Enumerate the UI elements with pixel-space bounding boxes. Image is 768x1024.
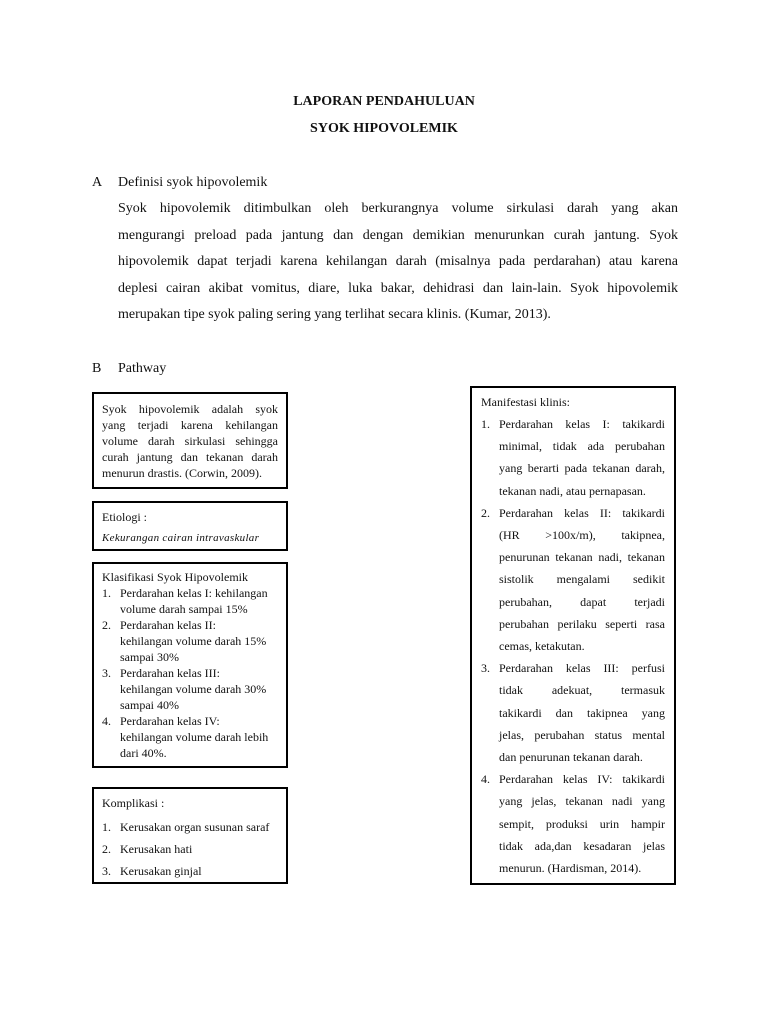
list-line: sistolik mengalami sedikit (499, 572, 665, 587)
list-number: 3. (102, 666, 111, 680)
klasifikasi-box (92, 562, 288, 768)
list-number: 1. (102, 586, 111, 600)
definition-box (92, 392, 288, 489)
list-item (102, 816, 278, 838)
definition-line: Syok hipovolemik adalah syok (102, 402, 278, 416)
definition-line: curah jantung dan tekanan darah (102, 450, 278, 464)
list-number: 2. (102, 842, 111, 856)
list-line: Perdarahan kelas IV: takikardi (499, 772, 665, 787)
manifestasi-list (481, 413, 665, 879)
list-line: perubahan perilaku seperti rasa (499, 616, 665, 631)
komplikasi-heading: Komplikasi : (102, 796, 165, 810)
list-text: Kerusakan ginjal (120, 864, 202, 878)
list-item (102, 585, 278, 617)
list-item (102, 713, 278, 761)
list-line: kehilangan volume darah 15% (120, 634, 267, 648)
section-a-letter: A (92, 175, 103, 190)
list-line: sampai 40% (120, 698, 179, 712)
list-item (102, 838, 278, 860)
list-item (481, 768, 665, 879)
list-line: kehilangan volume darah 30% (120, 682, 267, 696)
paragraph-line: mengurangi preload pada jantung dan dengan demikian menurunkan curah jantung. Syok (118, 227, 678, 243)
section-b-heading: Pathway (118, 361, 167, 376)
paragraph-line: deplesi cairan akibat vomitus, diare, luka bakar, dehidrasi dan lain-lain. Syok hipovolemik (118, 280, 678, 296)
section-b-letter: B (92, 361, 102, 376)
list-line: Perdarahan kelas I: takikardi (499, 417, 665, 431)
list-line: tidak ada,dan kesadaran jelas (499, 838, 665, 853)
list-line: takikardi dan takipnea yang (499, 705, 665, 720)
komplikasi-list (102, 816, 278, 882)
list-line: Perdarahan kelas II: (120, 618, 216, 632)
list-line: menurun. (Hardisman, 2014). (499, 861, 642, 876)
list-line: cemas, ketakutan. (499, 639, 585, 654)
list-number: 1. (102, 820, 111, 834)
list-number: 4. (102, 714, 111, 728)
paragraph-line: merupakan tipe syok paling sering yang terlihat secara klinis. (Kumar, 2013). (118, 307, 551, 322)
list-line: perubahan, dapat terjadi (499, 594, 665, 609)
list-item (481, 657, 665, 768)
list-number: 3. (481, 661, 490, 676)
list-line: volume darah sampai 15% (120, 602, 248, 616)
list-line: Perdarahan kelas IV: (120, 714, 220, 728)
list-line: tekanan nadi, atau pernapasan. (499, 483, 646, 498)
manifestasi-box (470, 386, 676, 885)
list-text: Kerusakan organ susunan saraf (120, 820, 270, 834)
paragraph-line: Syok hipovolemik ditimbulkan oleh berkurangnya volume sirkulasi darah yang akan (118, 201, 678, 216)
list-line: sempit, produksi urin hampir (499, 816, 665, 831)
etiologi-box (92, 501, 288, 551)
komplikasi-box (92, 787, 288, 884)
list-line: sampai 30% (120, 650, 179, 664)
list-item (102, 665, 278, 713)
list-line: Perdarahan kelas III: perfusi (499, 661, 665, 676)
list-line: yang jelas, tekanan nadi yang (499, 794, 665, 809)
klasifikasi-heading: Klasifikasi Syok Hipovolemik (102, 570, 248, 584)
section-a-heading: Definisi syok hipovolemik (118, 175, 268, 190)
list-number: 4. (481, 772, 490, 787)
list-line: penurunan tekanan nadi, tekanan (499, 550, 665, 565)
list-item (481, 413, 665, 502)
list-line: dari 40%. (120, 746, 167, 760)
list-line: dan penurunan tekanan darah. (499, 750, 643, 765)
list-line: yang berarti pada tekanan darah, (499, 461, 665, 476)
section-a-paragraph (118, 196, 678, 329)
list-line: Perdarahan kelas I: kehilangan (120, 586, 268, 600)
list-number: 2. (481, 505, 490, 520)
list-line: tidak adekuat, termasuk (499, 683, 665, 698)
list-line: Perdarahan kelas II: takikardi (499, 505, 665, 520)
list-item (481, 502, 665, 657)
list-number: 3. (102, 864, 111, 878)
paragraph-line: hipovolemik dapat terjadi karena kehilangan darah (misalnya pada perdarahan) atau karena (118, 254, 678, 269)
list-text: Kerusakan hati (120, 842, 193, 856)
list-line: minimal, tidak ada perubahan (499, 439, 665, 454)
list-item (102, 617, 278, 665)
list-line: kehilangan volume darah lebih (120, 730, 269, 744)
list-line: (HR >100x/m), takipnea, (499, 528, 665, 543)
klasifikasi-list (102, 585, 278, 761)
document-subtitle: SYOK HIPOVOLEMIK (310, 121, 458, 136)
definition-line: volume darah sirkulasi sehingga (102, 434, 278, 448)
list-line: jelas, perubahan status mental (499, 727, 665, 742)
definition-line: menurun drastis. (Corwin, 2009). (102, 466, 262, 480)
definition-line: yang terjadi karena kehilangan (102, 418, 278, 432)
etiologi-value: Kekurangan cairan intravaskular (102, 532, 260, 544)
document-title: LAPORAN PENDAHULUAN (293, 94, 475, 109)
list-item (102, 860, 278, 882)
etiologi-label: Etiologi : (102, 510, 147, 524)
list-number: 1. (481, 417, 490, 431)
manifestasi-heading: Manifestasi klinis: (481, 395, 570, 409)
list-line: Perdarahan kelas III: (120, 666, 220, 680)
list-number: 2. (102, 618, 111, 632)
